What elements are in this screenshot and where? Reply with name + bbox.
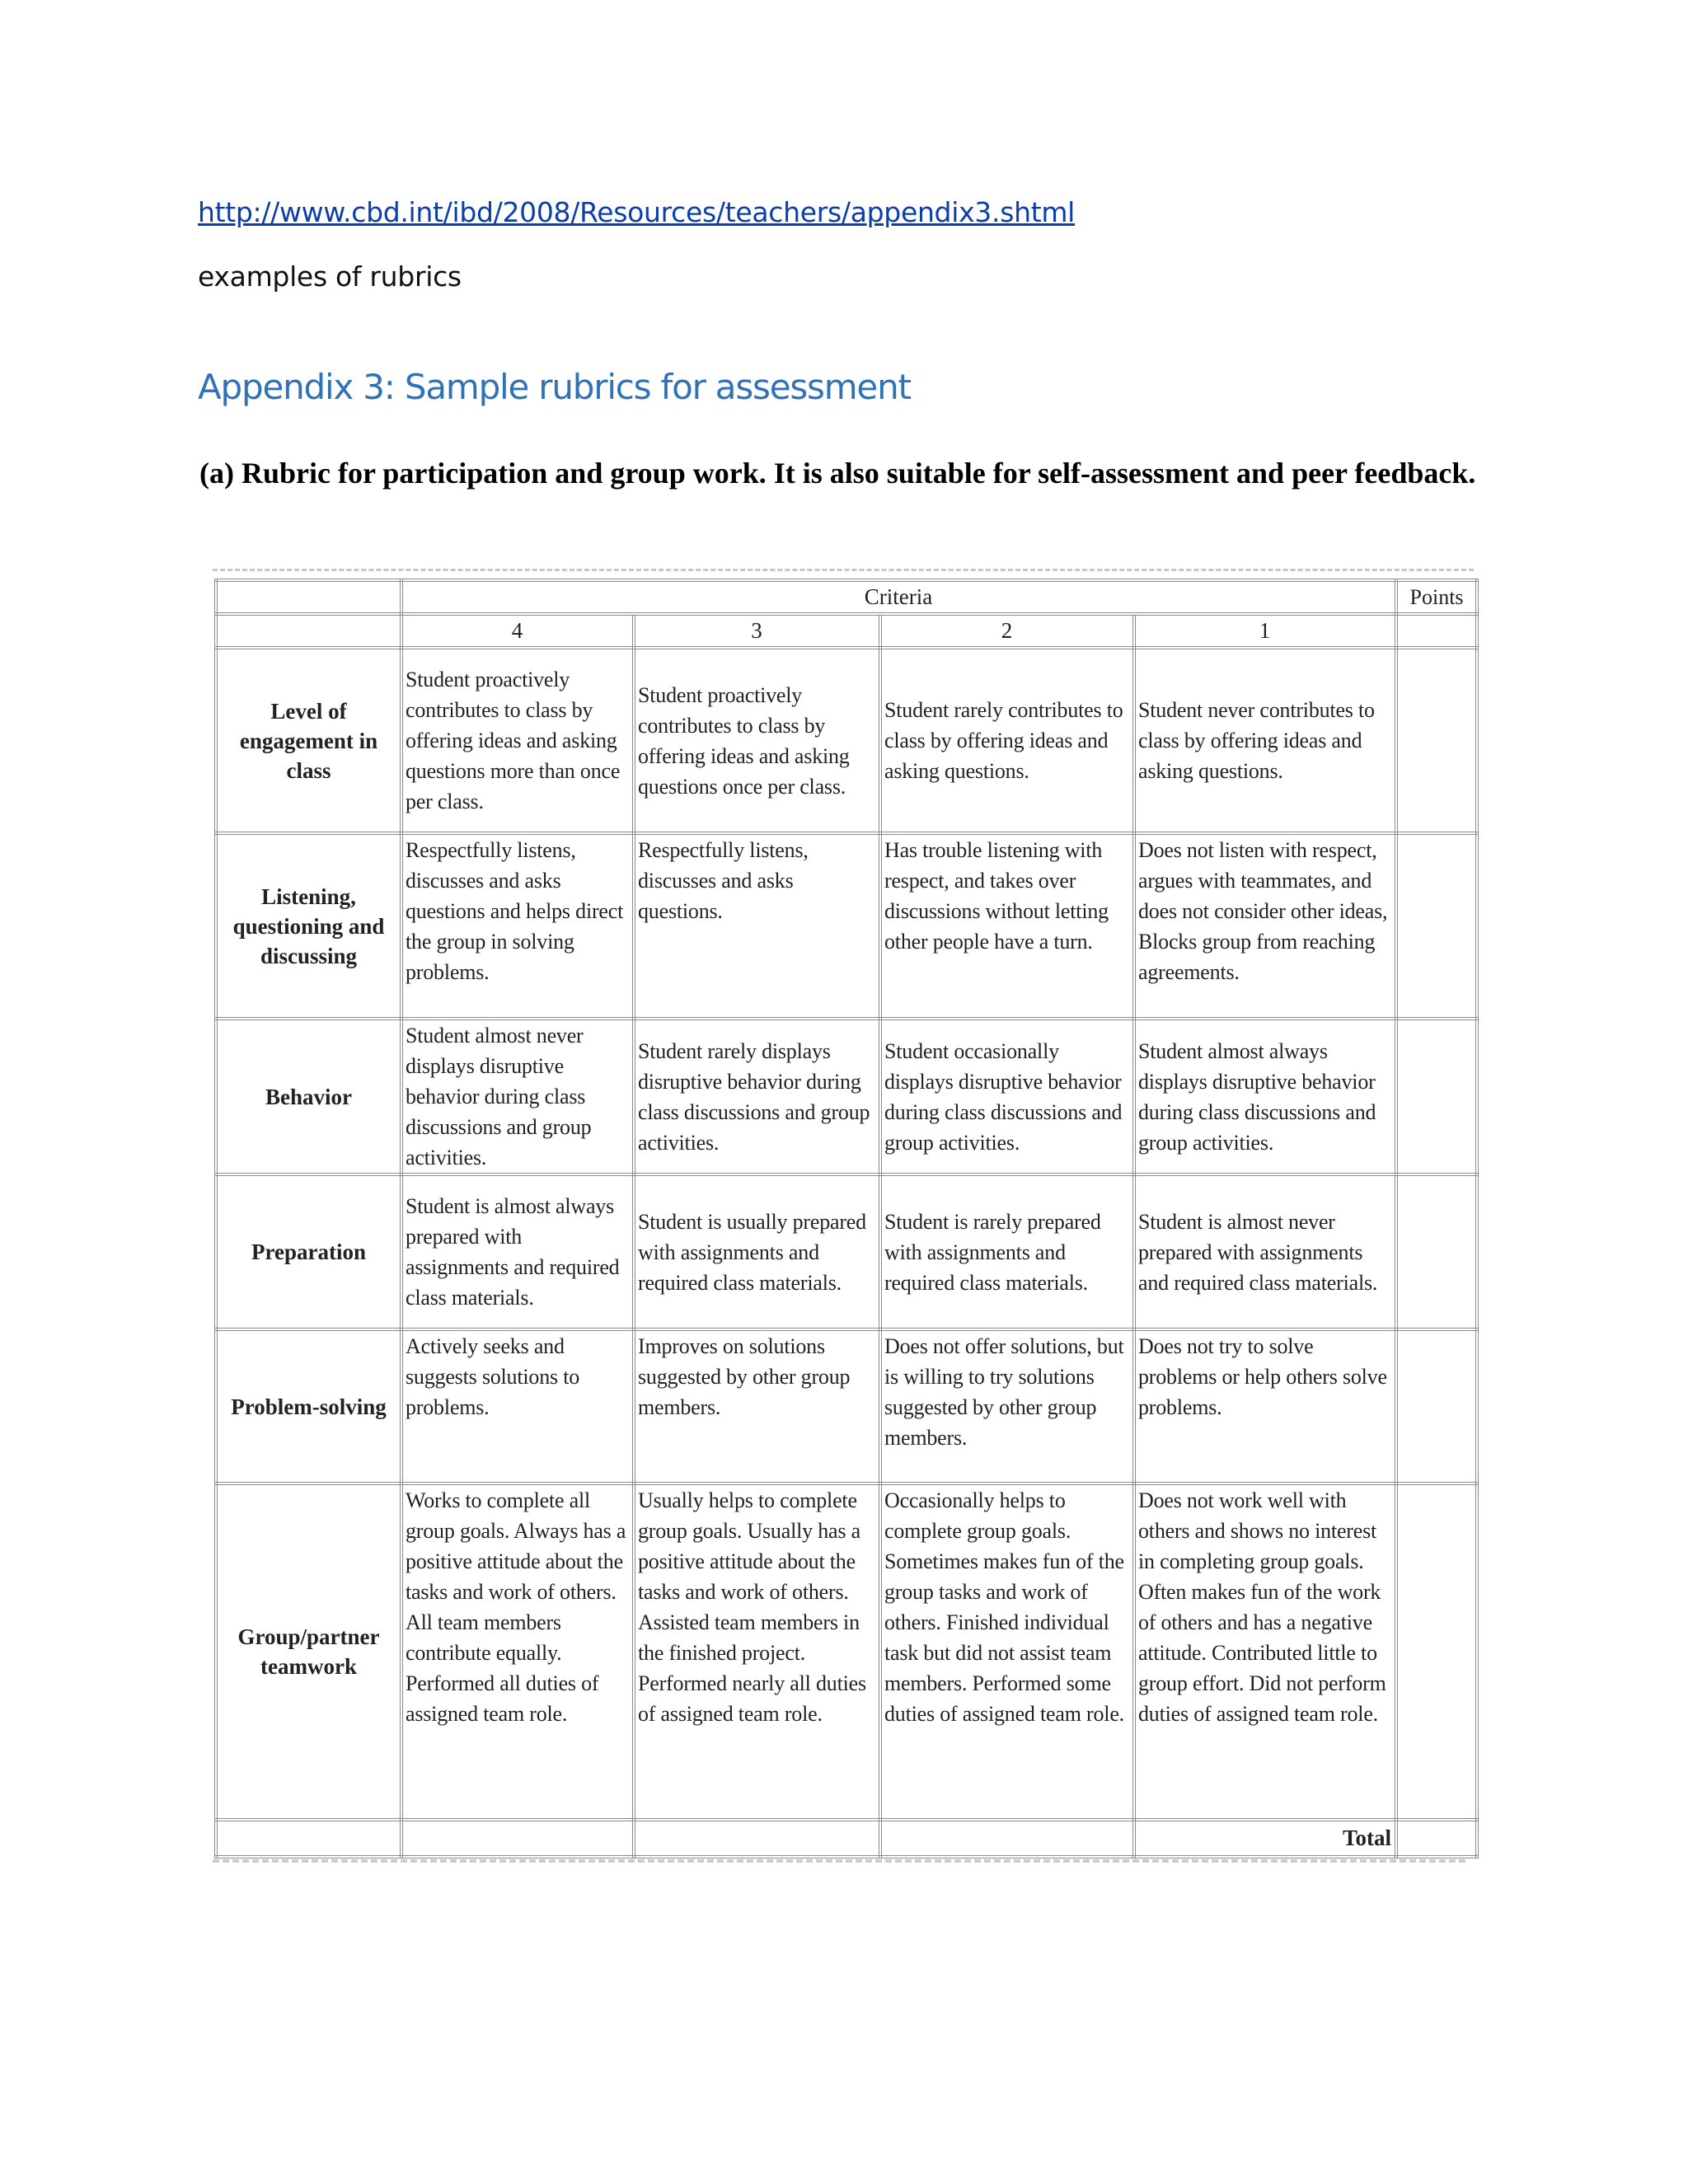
criterion-label: Listening, questioning and discussing bbox=[216, 833, 401, 1019]
rubric-cell: Does not offer solutions, but is willing to try solutions suggested by other group members. bbox=[880, 1329, 1134, 1483]
source-link[interactable]: http://www.cbd.int/ibd/2008/Resources/teachers/appendix3.shtml bbox=[198, 196, 1076, 228]
rubric-cell: Improves on solutions suggested by other group members. bbox=[634, 1329, 880, 1483]
rubric-cell: Student is almost always prepared with assignments and required class materials. bbox=[401, 1174, 634, 1329]
blank-cell bbox=[401, 1820, 634, 1857]
rubric-cell: Student almost always displays disruptive behavior during class discussions and group activities. bbox=[1134, 1019, 1396, 1174]
level-header: 3 bbox=[634, 614, 880, 648]
rubric-table bbox=[214, 579, 1479, 1858]
rubric-row-behavior bbox=[216, 1019, 1477, 1174]
points-cell bbox=[1396, 1483, 1477, 1820]
level-header: 4 bbox=[401, 614, 634, 648]
criteria-header: Criteria bbox=[401, 580, 1396, 614]
total-points-cell bbox=[1396, 1820, 1477, 1857]
points-cell bbox=[1396, 833, 1477, 1019]
rubric-row-problem-solving bbox=[216, 1329, 1477, 1483]
rubric-cell: Student occasionally displays disruptive behavior during class discussions and group activities. bbox=[880, 1019, 1134, 1174]
rubric-row-preparation bbox=[216, 1174, 1477, 1329]
rubric-cell: Has trouble listening with respect, and takes over discussions without letting other people have a turn. bbox=[880, 833, 1134, 1019]
rubric-cell: Actively seeks and suggests solutions to problems. bbox=[401, 1329, 634, 1483]
points-header: Points bbox=[1396, 580, 1477, 614]
rubric-cell: Works to complete all group goals. Always has a positive attitude about the tasks and work of others. All team members contribute equally. Performed all duties of assigned team role. bbox=[401, 1483, 634, 1820]
criterion-label: Problem-solving bbox=[216, 1329, 401, 1483]
level-header: 1 bbox=[1134, 614, 1396, 648]
criterion-label: Behavior bbox=[216, 1019, 401, 1174]
rubric-cell: Student rarely contributes to class by offering ideas and asking questions. bbox=[880, 648, 1134, 833]
rubric-description: (a) Rubric for participation and group work. It is also suitable for self-assessment and peer feedback. bbox=[199, 457, 1476, 490]
rubric-cell: Does not work well with others and shows no interest in completing group goals. Often makes fun of the work of others and has a negative attitude. Contributed little to group effort. Did not perform duties of assigned team role. bbox=[1134, 1483, 1396, 1820]
rubric-row-engagement bbox=[216, 648, 1477, 833]
rubric-cell: Student proactively contributes to class by offering ideas and asking questions once per class. bbox=[634, 648, 880, 833]
criterion-label: Level of engagement in class bbox=[216, 648, 401, 833]
points-cell bbox=[1396, 1329, 1477, 1483]
rubric-cell: Respectfully listens, discusses and asks questions. bbox=[634, 833, 880, 1019]
rubric-cell: Respectfully listens, discusses and asks questions and helps direct the group in solving problems. bbox=[401, 833, 634, 1019]
rubric-cell: Occasionally helps to complete group goals. Sometimes makes fun of the group tasks and work of others. Finished individual task but did not assist team members. Performed some duties of assigned team role. bbox=[880, 1483, 1134, 1820]
blank-cell bbox=[880, 1820, 1134, 1857]
caption-text: examples of rubrics bbox=[198, 260, 462, 293]
level-header-row bbox=[216, 614, 1477, 648]
rubric-cell: Does not listen with respect, argues with teammates, and does not consider other ideas, Blocks group from reaching agreements. bbox=[1134, 833, 1396, 1019]
points-cell bbox=[1396, 648, 1477, 833]
points-cell bbox=[1396, 1019, 1477, 1174]
total-label: Total bbox=[1134, 1820, 1396, 1857]
blank-corner-cell bbox=[216, 580, 401, 614]
rubric-cell: Student rarely displays disruptive behavior during class discussions and group activities. bbox=[634, 1019, 880, 1174]
criteria-header-row bbox=[216, 580, 1477, 614]
level-header: 2 bbox=[880, 614, 1134, 648]
criterion-label: Group/partner teamwork bbox=[216, 1483, 401, 1820]
blank-cell bbox=[216, 1820, 401, 1857]
rubric-cell: Usually helps to complete group goals. Usually has a positive attitude about the tasks and work of others. Assisted team members in the finished project. Performed nearly all duties of assigned team role. bbox=[634, 1483, 880, 1820]
rubric-cell: Student is almost never prepared with assignments and required class materials. bbox=[1134, 1174, 1396, 1329]
rubric-cell: Student proactively contributes to class by offering ideas and asking questions more than once per class. bbox=[401, 648, 634, 833]
rubric-cell: Student never contributes to class by offering ideas and asking questions. bbox=[1134, 648, 1396, 833]
rubric-cell: Does not try to solve problems or help others solve problems. bbox=[1134, 1329, 1396, 1483]
page-heading: Appendix 3: Sample rubrics for assessment bbox=[198, 367, 911, 407]
blank-cell bbox=[634, 1820, 880, 1857]
criterion-label: Preparation bbox=[216, 1174, 401, 1329]
rubric-row-teamwork bbox=[216, 1483, 1477, 1820]
points-cell bbox=[1396, 614, 1477, 648]
scan-artifact-bottom bbox=[213, 1859, 1465, 1868]
points-cell bbox=[1396, 1174, 1477, 1329]
scan-artifact-top bbox=[213, 569, 1474, 578]
rubric-cell: Student is usually prepared with assignments and required class materials. bbox=[634, 1174, 880, 1329]
total-row bbox=[216, 1820, 1477, 1857]
rubric-cell: Student is rarely prepared with assignments and required class materials. bbox=[880, 1174, 1134, 1329]
rubric-row-listening bbox=[216, 833, 1477, 1019]
rubric-cell: Student almost never displays disruptive behavior during class discussions and group activities. bbox=[401, 1019, 634, 1174]
blank-corner-cell bbox=[216, 614, 401, 648]
